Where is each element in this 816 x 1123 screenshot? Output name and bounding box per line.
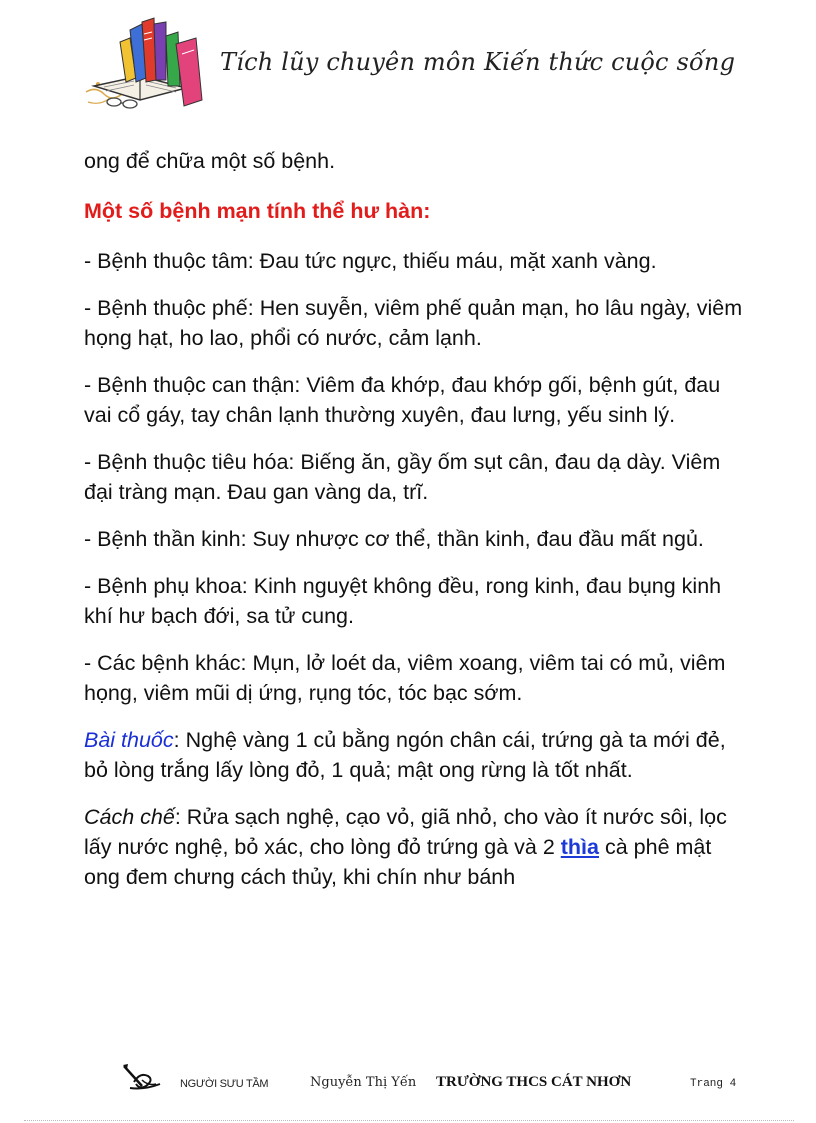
- method-text: : Rửa sạch nghệ, cạo vỏ, giã nhỏ, cho vào ít nước sôi, lọc lấy nước nghệ, bỏ xác, cho lòng đỏ trứng gà và 2: [84, 805, 727, 859]
- page-number: Trang 4: [690, 1078, 737, 1090]
- list-item: - Các bệnh khác: Mụn, lở loét da, viêm xoang, viêm tai có mủ, viêm họng, viêm mũi dị ứng, rụng tóc, tóc bạc sớm.: [84, 651, 726, 705]
- list-item: - Bệnh thuộc tiêu hóa: Biếng ăn, gầy ốm sụt cân, đau dạ dày. Viêm đại tràng mạn. Đau gan vàng da, trĩ.: [84, 450, 721, 504]
- thia-link[interactable]: thìa: [560, 835, 599, 859]
- list-item: - Bệnh phụ khoa: Kinh nguyệt không đều, rong kinh, đau bụng kinh khí hư bạch đới, sa tử cung.: [84, 574, 722, 628]
- remedy-label: Bài thuốc: [84, 728, 174, 752]
- list-item: - Bệnh thần kinh: Suy nhược cơ thể, thần kinh, đau đầu mất ngủ.: [84, 527, 704, 551]
- remedy-text: : Nghệ vàng 1 củ bằng ngón chân cái, trứng gà ta mới đẻ, bỏ lòng trắng lấy lòng đỏ, 1 quả; mật ong rừng là tốt nhất.: [84, 728, 726, 782]
- document-body: [84, 146, 748, 909]
- pen-signature-icon: [120, 1060, 166, 1094]
- method-text-continued: cà phê mật ong đem chưng cách thủy, khi chín như bánh: [84, 835, 712, 889]
- remedy-paragraph: [84, 725, 748, 785]
- school-name: TRƯỜNG THCS CÁT NHƠN: [436, 1074, 632, 1090]
- books-stack-icon: [84, 14, 209, 112]
- collector-label: NGƯỜI SƯU TẦM: [180, 1078, 269, 1090]
- header-title: Tích lũy chuyên môn Kiến thức cuộc sống: [220, 48, 736, 76]
- bottom-divider: [24, 1120, 794, 1121]
- section-heading: Một số bệnh mạn tính thể hư hàn:: [84, 199, 431, 223]
- list-item: - Bệnh thuộc can thận: Viêm đa khớp, đau khớp gối, bệnh gút, đau vai cổ gáy, tay chân lạnh thường xuyên, đau lưng, yếu sinh lý.: [84, 373, 721, 427]
- author-name: Nguyễn Thị Yến: [310, 1075, 417, 1090]
- intro-text: ong để chữa một số bệnh.: [84, 149, 336, 173]
- list-item: - Bệnh thuộc tâm: Đau tức ngực, thiếu máu, mặt xanh vàng.: [84, 249, 657, 273]
- method-label: Cách chế: [84, 805, 175, 829]
- page-header: [84, 14, 736, 114]
- method-paragraph: [84, 802, 748, 892]
- list-item: - Bệnh thuộc phế: Hen suyễn, viêm phế quản mạn, ho lâu ngày, viêm họng hạt, ho lao, phổi có nước, cảm lạnh.: [84, 296, 743, 350]
- page-footer: [120, 1060, 760, 1096]
